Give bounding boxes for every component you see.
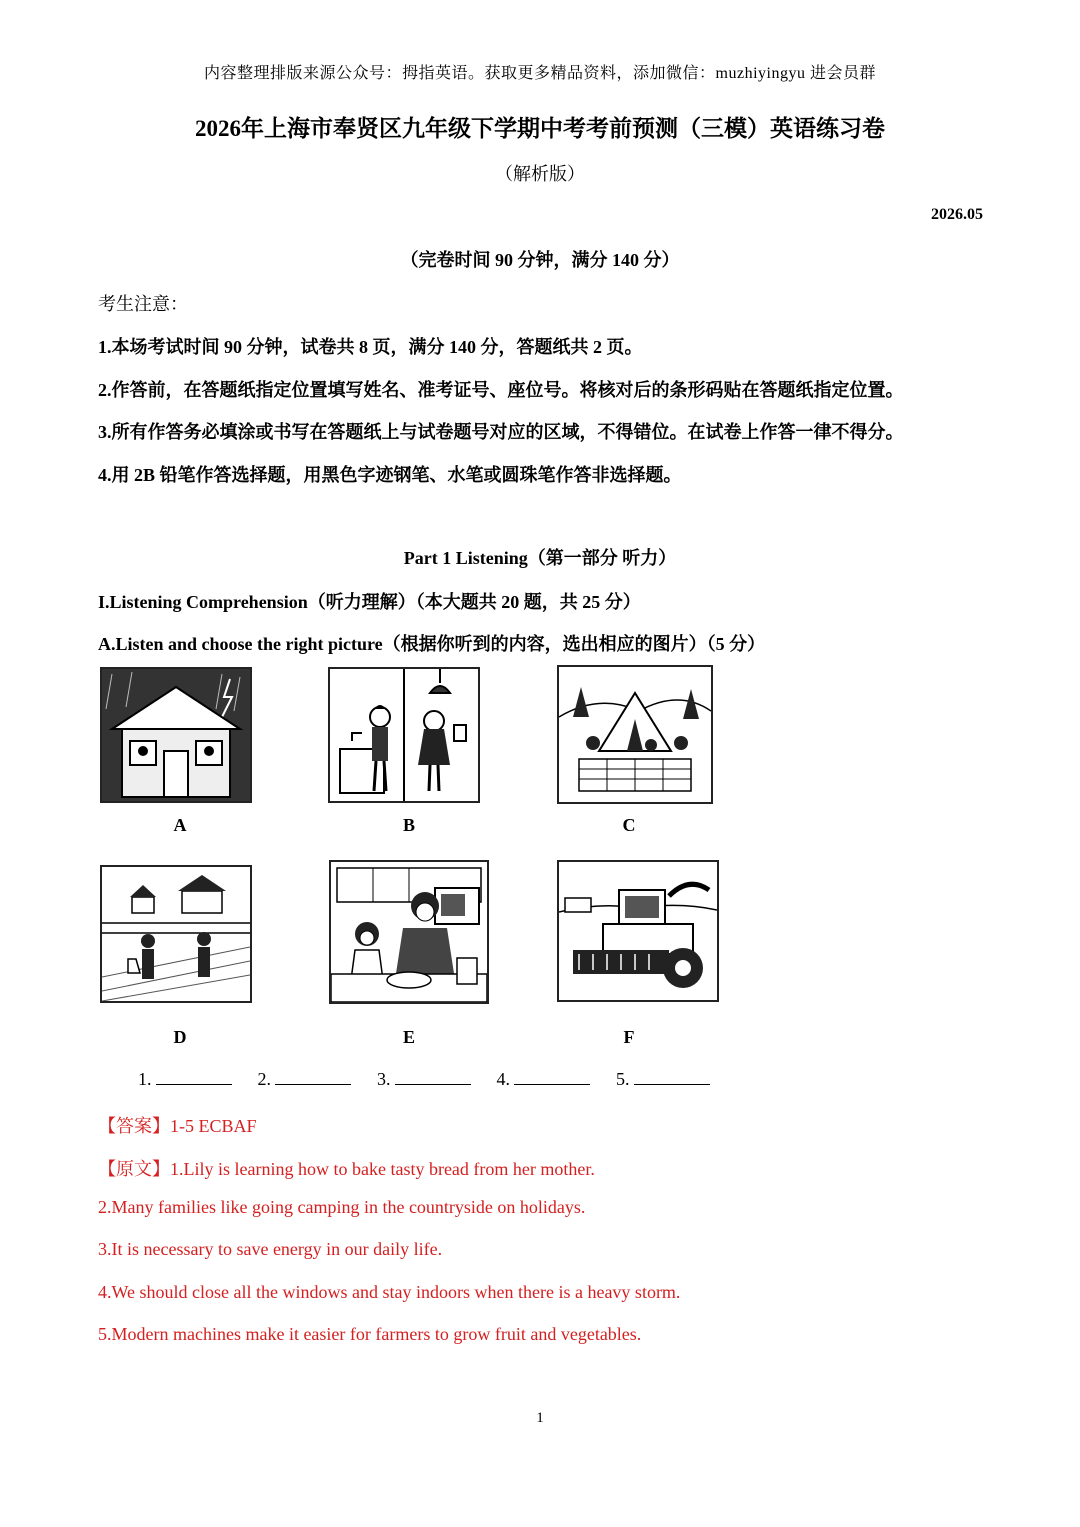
notice-heading: 考生注意：	[98, 294, 188, 314]
picture-label: F	[623, 1027, 635, 1047]
part-title: Part 1 Listening（第一部分 听力）	[403, 548, 677, 568]
save-energy-icon	[330, 669, 478, 801]
exam-date: 2026.05	[931, 206, 983, 223]
subsection-title: A.Listen and choose the right picture（根据你听到的内容，选出相应的图片）（5 分）	[98, 634, 766, 654]
answer-blank[interactable]: 4.	[497, 1068, 591, 1090]
script-sentence: 4.We should close all the windows and stay indoors when there is a heavy storm.	[98, 1282, 681, 1302]
baking-icon	[331, 862, 487, 1002]
farm-machine-icon	[559, 862, 717, 1000]
picture-a	[100, 667, 252, 803]
picture-label: B	[402, 815, 415, 835]
script-sentence: 1.Lily is learning how to bake tasty bread from her mother.	[170, 1159, 595, 1179]
answer-blank[interactable]: 3.	[377, 1068, 471, 1090]
notice-item: 2.作答前，在答题纸指定位置填写姓名、准考证号、座位号。将核对后的条形码贴在答题纸指定位置。	[98, 380, 904, 400]
picture-f	[557, 860, 719, 1002]
picture-b	[328, 667, 480, 803]
answer-blank[interactable]: 2.	[258, 1068, 352, 1090]
page-number: 1	[536, 1410, 544, 1426]
picture-c	[557, 665, 713, 804]
answer-blanks	[138, 1068, 710, 1090]
script-sentence: 5.Modern machines make it easier for farmers to grow fruit and vegetables.	[98, 1324, 642, 1344]
notice-item: 4.用 2B 铅笔作答选择题，用黑色字迹钢笔、水笔或圆珠笔作答非选择题。	[98, 465, 682, 485]
picture-d	[100, 865, 252, 1003]
answer-key: 1-5 ECBAF	[170, 1116, 257, 1136]
picture-label: E	[402, 1027, 415, 1047]
section-title: I.Listening Comprehension（听力理解）（本大题共 20 题，共 25 分）	[98, 592, 641, 612]
notice-item: 1.本场考试时间 90 分钟，试卷共 8 页，满分 140 分，答题纸共 2 页。	[98, 337, 643, 357]
picture-label: D	[173, 1027, 187, 1047]
answer-blank[interactable]: 1.	[138, 1068, 232, 1090]
answer-tag: 【答案】	[98, 1116, 170, 1136]
script-sentence: 2.Many families like going camping in the countryside on holidays.	[98, 1197, 586, 1217]
header-note: 内容整理排版来源公众号：拇指英语。获取更多精品资料，添加微信：muzhiyingyu 进会员群	[204, 65, 876, 82]
farmers-icon	[102, 867, 250, 1001]
picture-label: A	[173, 815, 187, 835]
notice-item: 3.所有作答务必填涂或书写在答题纸上与试卷题号对应的区域，不得错位。在试卷上作答一律不得分。	[98, 422, 904, 442]
picture-e	[329, 860, 489, 1004]
script-line	[98, 1155, 595, 1181]
exam-duration: （完卷时间 90 分钟，满分 140 分）	[400, 250, 680, 270]
page-title: 2026年上海市奉贤区九年级下学期中考考前预测（三模）英语练习卷	[195, 116, 885, 141]
camping-icon	[559, 667, 711, 802]
answer-blank[interactable]: 5.	[616, 1068, 710, 1090]
subtitle: （解析版）	[495, 164, 585, 184]
script-sentence: 3.It is necessary to save energy in our daily life.	[98, 1239, 443, 1259]
house-storm-icon	[102, 669, 250, 801]
answer-line	[98, 1112, 257, 1138]
picture-label: C	[622, 815, 636, 835]
script-tag: 【原文】	[98, 1159, 170, 1179]
